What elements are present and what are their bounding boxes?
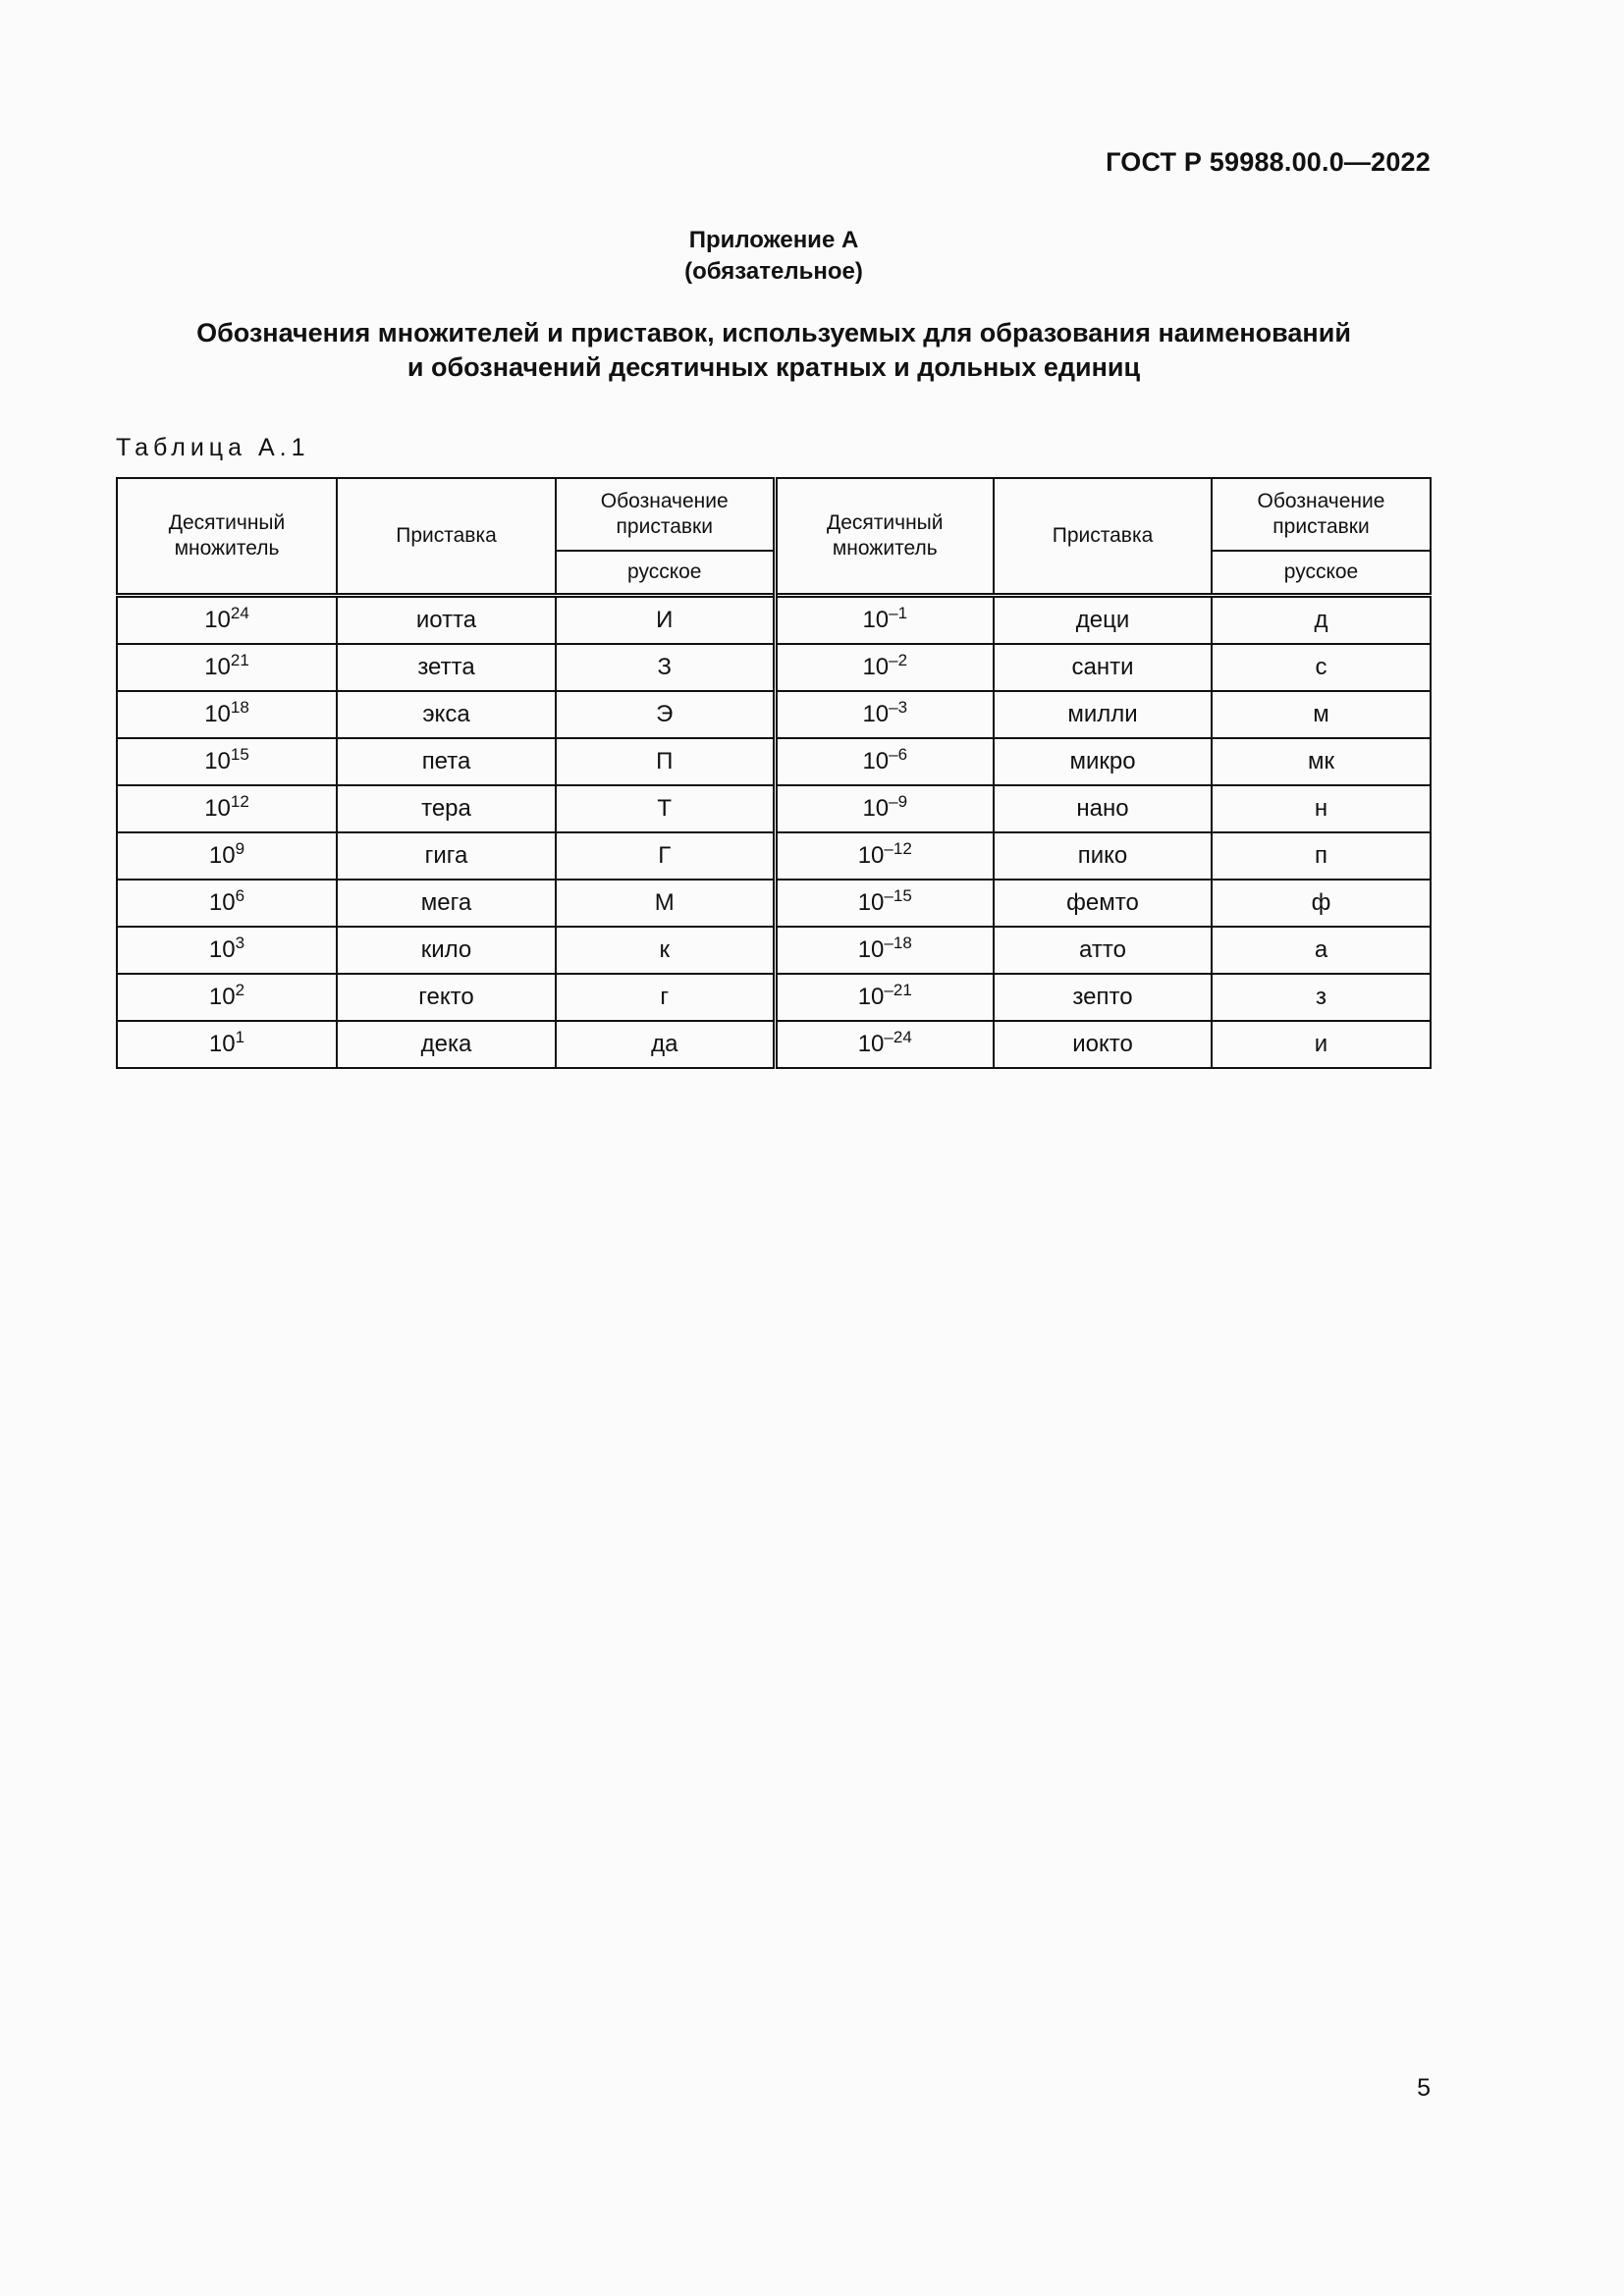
header-russian: русское: [1212, 551, 1431, 596]
symbol-cell: м: [1212, 691, 1431, 738]
page-number: 5: [1417, 2074, 1431, 2102]
multiplier-base: 10: [208, 936, 236, 963]
multiplier-cell: [117, 880, 337, 927]
multiplier-base: 10: [862, 607, 890, 633]
multiplier-base: 10: [857, 984, 885, 1010]
prefix-cell: пета: [337, 738, 556, 785]
multiplier-cell: [117, 974, 337, 1021]
prefix-table: [116, 477, 1432, 1069]
multiplier-base: 10: [208, 1031, 236, 1057]
header-symbol: Обозначение приставки: [556, 478, 775, 551]
multiplier-cell: [775, 644, 994, 691]
multiplier-cell: [117, 1021, 337, 1068]
prefix-cell: нано: [994, 785, 1212, 832]
multiplier-base: 10: [862, 701, 890, 727]
multiplier-base: 10: [208, 984, 236, 1010]
multiplier-base: 10: [857, 1031, 885, 1057]
document-title: [0, 316, 1547, 385]
symbol-cell: к: [556, 927, 775, 974]
symbol-cell: М: [556, 880, 775, 927]
prefix-cell: фемто: [994, 880, 1212, 927]
multiplier-cell: [775, 738, 994, 785]
multiplier-base: 10: [857, 936, 885, 963]
prefix-cell: санти: [994, 644, 1212, 691]
prefix-cell: деци: [994, 596, 1212, 645]
symbol-cell: И: [556, 596, 775, 645]
table-row: [117, 880, 1431, 927]
symbol-cell: з: [1212, 974, 1431, 1021]
multiplier-exponent: 12: [230, 792, 249, 811]
multiplier-cell: [775, 691, 994, 738]
header-multiplier: Десятичный множитель: [117, 478, 337, 596]
multiplier-exponent: –1: [889, 604, 908, 622]
header-multiplier: Десятичный множитель: [775, 478, 994, 596]
multiplier-cell: [775, 785, 994, 832]
multiplier-exponent: 3: [235, 934, 245, 952]
symbol-cell: З: [556, 644, 775, 691]
table-caption: Таблица А.1: [116, 434, 310, 461]
multiplier-cell: [775, 880, 994, 927]
prefix-cell: микро: [994, 738, 1212, 785]
multiplier-cell: [117, 785, 337, 832]
prefix-cell: кило: [337, 927, 556, 974]
multiplier-exponent: 9: [235, 839, 245, 858]
prefix-cell: пико: [994, 832, 1212, 880]
table-row: [117, 785, 1431, 832]
multiplier-exponent: –9: [889, 792, 908, 811]
multiplier-exponent: 21: [230, 651, 249, 669]
symbol-cell: н: [1212, 785, 1431, 832]
table-row: [117, 691, 1431, 738]
multiplier-cell: [117, 644, 337, 691]
header-prefix: Приставка: [337, 478, 556, 596]
prefix-cell: гекто: [337, 974, 556, 1021]
symbol-cell: с: [1212, 644, 1431, 691]
symbol-cell: и: [1212, 1021, 1431, 1068]
prefix-cell: иокто: [994, 1021, 1212, 1068]
multiplier-cell: [117, 596, 337, 645]
multiplier-cell: [775, 596, 994, 645]
document-code: ГОСТ Р 59988.00.0—2022: [1106, 147, 1431, 177]
symbol-cell: Э: [556, 691, 775, 738]
header-russian: русское: [556, 551, 775, 596]
annex-status: (обязательное): [684, 258, 863, 285]
header-symbol: Обозначение приставки: [1212, 478, 1431, 551]
symbol-cell: а: [1212, 927, 1431, 974]
multiplier-exponent: –12: [884, 839, 912, 858]
multiplier-base: 10: [862, 654, 890, 680]
header-prefix: Приставка: [994, 478, 1212, 596]
multiplier-exponent: –24: [884, 1028, 912, 1046]
multiplier-exponent: –15: [884, 886, 912, 905]
prefix-cell: мега: [337, 880, 556, 927]
multiplier-exponent: –3: [889, 698, 908, 717]
prefix-cell: гига: [337, 832, 556, 880]
multiplier-exponent: –21: [884, 981, 912, 999]
title-line-2: и обозначений десятичных кратных и дольных единиц: [406, 352, 1141, 382]
symbol-cell: мк: [1212, 738, 1431, 785]
table-row: [117, 974, 1431, 1021]
multiplier-exponent: 18: [230, 698, 249, 717]
multiplier-cell: [117, 691, 337, 738]
symbol-cell: П: [556, 738, 775, 785]
multiplier-cell: [775, 832, 994, 880]
table-row: [117, 596, 1431, 645]
multiplier-exponent: –2: [889, 651, 908, 669]
multiplier-cell: [117, 927, 337, 974]
table-row: [117, 644, 1431, 691]
multiplier-exponent: 1: [235, 1028, 245, 1046]
annex-label: Приложение А: [688, 227, 859, 253]
multiplier-base: 10: [857, 889, 885, 916]
multiplier-exponent: 15: [230, 745, 249, 764]
multiplier-base: 10: [204, 748, 231, 774]
annex-heading: [0, 225, 1547, 288]
symbol-cell: п: [1212, 832, 1431, 880]
title-line-1: Обозначения множителей и приставок, используемых для образования наименований: [196, 318, 1351, 347]
symbol-cell: Т: [556, 785, 775, 832]
symbol-cell: ф: [1212, 880, 1431, 927]
prefix-cell: дека: [337, 1021, 556, 1068]
multiplier-base: 10: [857, 842, 885, 869]
multiplier-cell: [117, 738, 337, 785]
table-header-row: [117, 478, 1431, 551]
multiplier-exponent: –18: [884, 934, 912, 952]
multiplier-exponent: 24: [230, 604, 249, 622]
table-row: [117, 927, 1431, 974]
prefix-cell: милли: [994, 691, 1212, 738]
prefix-cell: зепто: [994, 974, 1212, 1021]
multiplier-base: 10: [208, 842, 236, 869]
multiplier-base: 10: [204, 701, 231, 727]
multiplier-base: 10: [862, 795, 890, 822]
prefix-cell: экса: [337, 691, 556, 738]
multiplier-base: 10: [204, 654, 231, 680]
table-row: [117, 832, 1431, 880]
multiplier-cell: [775, 1021, 994, 1068]
multiplier-exponent: 2: [235, 981, 245, 999]
multiplier-base: 10: [204, 607, 231, 633]
multiplier-base: 10: [204, 795, 231, 822]
multiplier-base: 10: [208, 889, 236, 916]
symbol-cell: г: [556, 974, 775, 1021]
multiplier-base: 10: [862, 748, 890, 774]
prefix-cell: иотта: [337, 596, 556, 645]
table-row: [117, 1021, 1431, 1068]
prefix-cell: зетта: [337, 644, 556, 691]
symbol-cell: Г: [556, 832, 775, 880]
prefix-cell: атто: [994, 927, 1212, 974]
prefix-cell: тера: [337, 785, 556, 832]
multiplier-cell: [775, 974, 994, 1021]
multiplier-exponent: 6: [235, 886, 245, 905]
multiplier-cell: [775, 927, 994, 974]
table-row: [117, 738, 1431, 785]
multiplier-exponent: –6: [889, 745, 908, 764]
symbol-cell: д: [1212, 596, 1431, 645]
multiplier-cell: [117, 832, 337, 880]
symbol-cell: да: [556, 1021, 775, 1068]
